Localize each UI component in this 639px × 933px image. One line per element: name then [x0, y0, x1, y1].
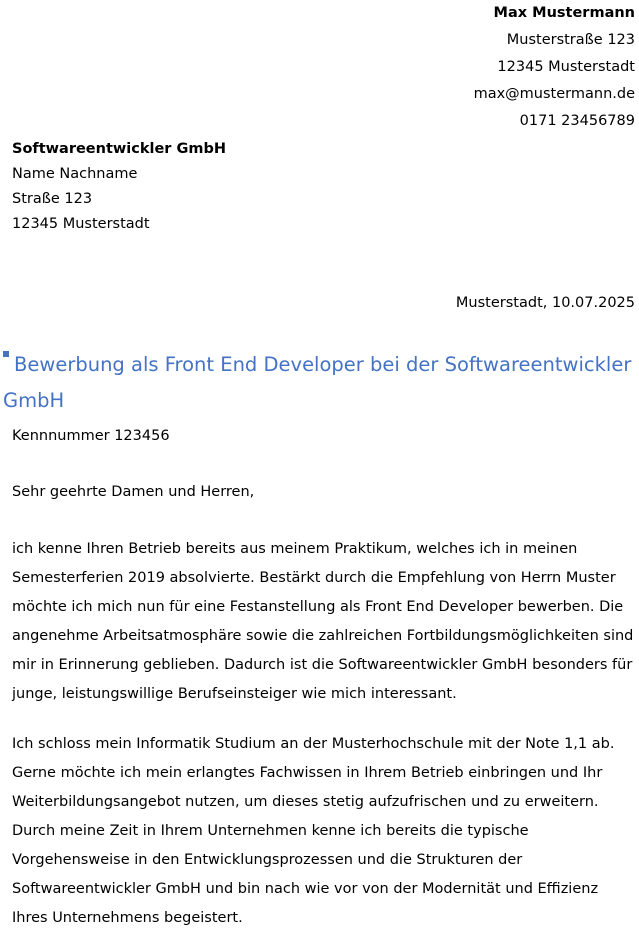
body-paragraph-2: Ich schloss mein Informatik Studium an der Musterhochschule mit der Note 1,1 ab. Gerne möchte ich mein erlangtes Fachwissen in Ihrem Betrieb einbringen und Ihr Weiterbildungsangebot nutzen, um dieses stetig aufzufrischen und zu erweitern. Durch meine Zeit in Ihrem Unternehmen kenne ich bereits die typische Vorgehensweise in den Entwicklungsprozessen und die Strukturen der Softwareentwickler GmbH und bin nach wie vor von der Modernität und Effizienz Ihres Unternehmens begeistert.: [12, 736, 615, 926]
body-paragraph-1: ich kenne Ihren Betrieb bereits aus meinem Praktikum, welches ich in meinen Semesterferien 2019 absolvierte. Bestärkt durch die Empfehlung von Herrn Muster möchte ich mich nun für eine Festanstellung als Front End Developer bewerben. Die angenehme Arbeitsatmosphäre sowie die zahlreichen Fortbildungsmöglichkeiten sind mir in Erinnerung geblieben. Dadurch ist die Softwareentwickler GmbH besonders für junge, leistungswillige Berufseinsteiger wie mich interessant.: [12, 541, 634, 702]
sender-address-block: [474, 0, 635, 135]
reference-number: Kennnummer 123456: [12, 428, 170, 444]
recipient-street: Straße 123: [12, 191, 93, 207]
sender-street: Musterstraße 123: [506, 32, 635, 48]
recipient-contact: Name Nachname: [12, 166, 138, 182]
recipient-company: Softwareentwickler GmbH: [12, 141, 227, 157]
sender-name: Max Mustermann: [493, 5, 635, 21]
place-date-line: Musterstadt, 10.07.2025: [455, 295, 635, 311]
subject-heading: [3, 347, 635, 419]
heading-marker: [3, 351, 9, 357]
recipient-address-block: [12, 137, 226, 237]
recipient-city: 12345 Musterstadt: [12, 216, 150, 232]
salutation: Sehr geehrte Damen und Herren,: [12, 484, 255, 500]
subject-text: Bewerbung als Front End Developer bei der Softwareentwickler GmbH: [3, 353, 632, 412]
sender-city: 12345 Musterstadt: [497, 59, 635, 75]
sender-email: max@mustermann.de: [473, 86, 635, 102]
sender-phone: 0171 23456789: [519, 113, 635, 129]
